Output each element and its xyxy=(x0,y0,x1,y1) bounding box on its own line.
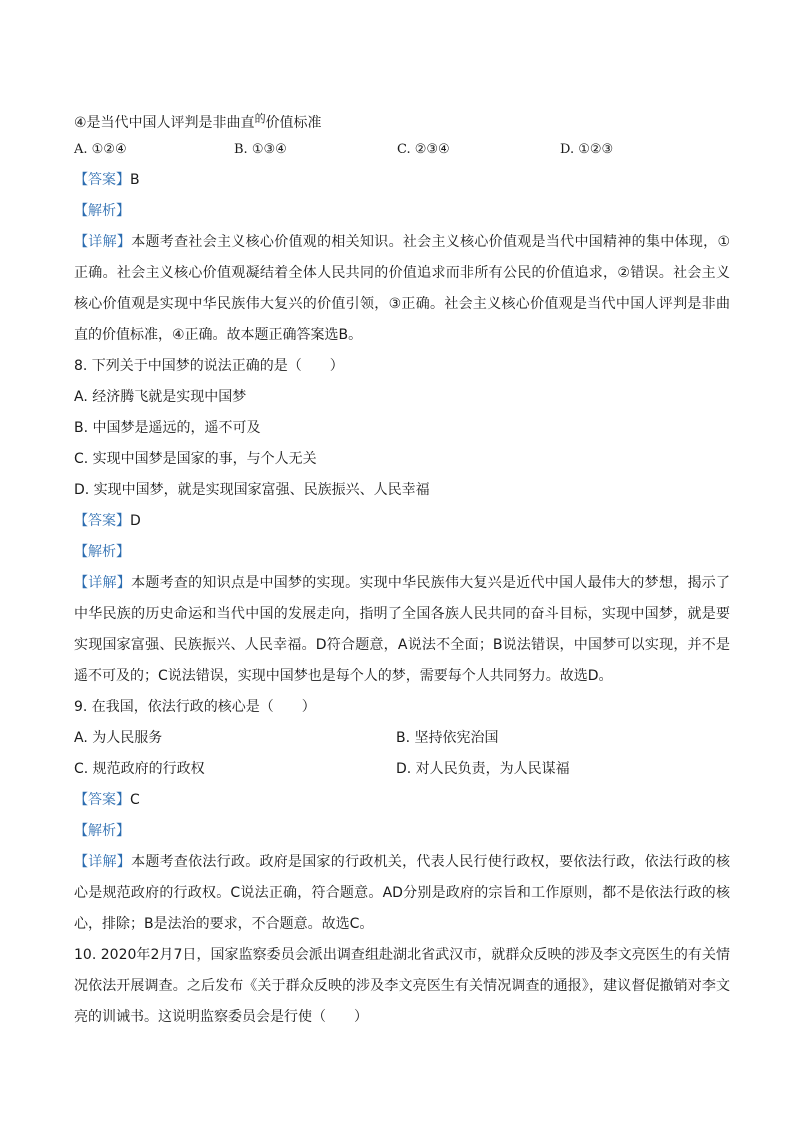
q7-detail-tag: 【详解】 xyxy=(74,234,132,250)
q9-options-row-1 xyxy=(74,723,730,754)
q7-item-4-post: 价值标准 xyxy=(265,115,322,131)
q7-analysis-tag: 【解析】 xyxy=(74,203,130,219)
q7-answer-tag: 【答案】 xyxy=(74,172,130,188)
q7-item-4-sup: 的 xyxy=(254,112,266,125)
q8-answer-value: D xyxy=(130,513,141,529)
q7-item-4-pre: ④是当代中国人评判是非曲直 xyxy=(74,115,255,131)
q9-option-d: D. 对人民负责，为人民谋福 xyxy=(396,761,570,777)
q8-analysis-tag: 【解析】 xyxy=(74,544,130,560)
q7-option-c: C. ②③④ xyxy=(397,142,450,157)
q8-detail-text: 本题考查的知识点是中国梦的实现。实现中华民族伟大复兴是近代中国人最伟大的梦想，揭示了中华民族的历史命运和当代中国的发展走向，指明了全国各族人民共同的奋斗目标，实现中国梦，就是要实现国家富强、民族振兴、人民幸福。D符合题意，A说法不全面；B说法错误，中国梦可以实现，并不是遥不可及的；C说法错误，实现中国梦也是每个人的梦，需要每个人共同努力。故选D。 xyxy=(74,575,731,684)
q8-analysis xyxy=(74,537,730,568)
q8-detail xyxy=(74,568,730,692)
q9-analysis-tag: 【解析】 xyxy=(74,823,130,839)
q8-option-d: D. 实现中国梦，就是实现国家富强、民族振兴、人民幸福 xyxy=(74,482,430,498)
q8-detail-tag: 【详解】 xyxy=(74,575,132,591)
q8-answer xyxy=(74,506,730,537)
q8-option-b: B. 中国梦是遥远的，遥不可及 xyxy=(74,420,261,436)
q7-answer xyxy=(74,165,730,196)
q7-analysis xyxy=(74,196,730,227)
q10-question: 10. 2020年2月7日，国家监察委员会派出调查组赴湖北省武汉市，就群众反映的涉及李文亮医生的有关情况依法开展调查。之后发布《关于群众反映的涉及李文亮医生有关情况调查的通报》，建议督促撤销对李文亮的训诫书。这说明监察委员会是行使（ ） xyxy=(74,947,730,1025)
q8-option-c: C. 实现中国梦是国家的事，与个人无关 xyxy=(74,451,317,467)
q9-detail-text: 本题考查依法行政。政府是国家的行政机关，代表人民行使行政权，要依法行政，依法行政的核心是规范政府的行政权。C说法正确，符合题意。AD分别是政府的宗旨和工作原则，都不是依法行政的核心，排除；B是法治的要求，不合题意。故选C。 xyxy=(74,854,731,932)
q9-answer-tag: 【答案】 xyxy=(74,792,130,808)
q9-options-row-2 xyxy=(74,754,730,785)
q9-analysis xyxy=(74,816,730,847)
q7-answer-value: B xyxy=(130,172,140,188)
q7-options xyxy=(74,134,730,165)
q8-option-a: A. 经济腾飞就是实现中国梦 xyxy=(74,389,247,405)
q9-option-c: C. 规范政府的行政权 xyxy=(74,761,205,777)
document-page xyxy=(74,103,730,1033)
q7-option-d: D. ①②③ xyxy=(560,142,614,157)
q8-question: 8. 下列关于中国梦的说法正确的是（ ） xyxy=(74,358,344,374)
q9-answer-value: C xyxy=(130,792,140,808)
q8-answer-tag: 【答案】 xyxy=(74,513,130,529)
q9-detail xyxy=(74,847,730,940)
q9-option-b: B. 坚持依宪治国 xyxy=(396,730,499,746)
q9-option-a: A. 为人民服务 xyxy=(74,730,163,746)
q9-detail-tag: 【详解】 xyxy=(74,854,132,870)
q7-item-4 xyxy=(74,103,730,134)
q7-option-b: B. ①③④ xyxy=(234,142,287,157)
q9-answer xyxy=(74,785,730,816)
q9-question: 9. 在我国，依法行政的核心是（ ） xyxy=(74,699,316,715)
q7-detail xyxy=(74,227,730,351)
q7-option-a: A. ①②④ xyxy=(74,142,127,157)
q7-detail-text: 本题考查社会主义核心价值观的相关知识。社会主义核心价值观是当代中国精神的集中体现，①正确。社会主义核心价值观凝结着全体人民共同的价值追求而非所有公民的价值追求，②错误。社会主义核心价值观是实现中华民族伟大复兴的价值引领，③正确。社会主义核心价值观是当代中国人评判是非曲直的价值标准，④正确。故本题正确答案选B。 xyxy=(74,234,730,343)
